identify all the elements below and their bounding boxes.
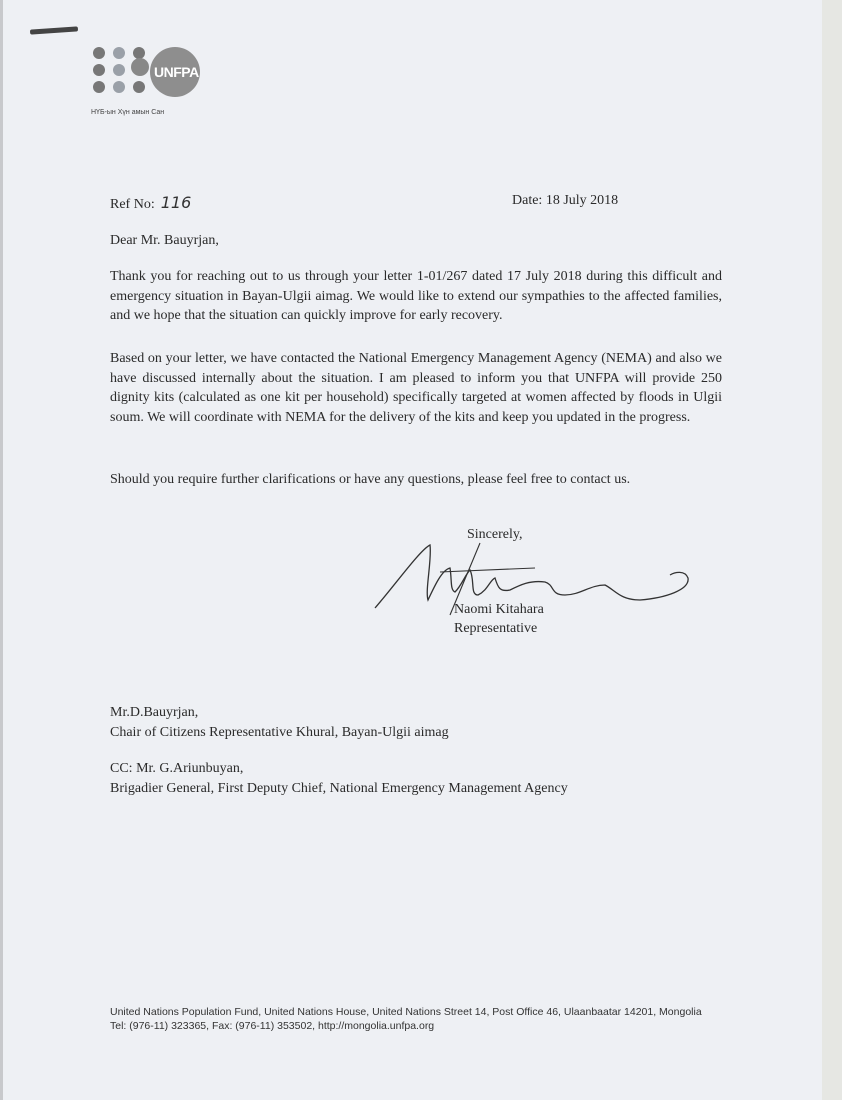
logo-caption: НҮБ-ын Хүн амын Сан [91,109,165,116]
footer-address: United Nations Population Fund, United Nations House, United Nations Street 14, Post Office 46, Ulaanbaatar 14201, Mongolia [110,1006,702,1018]
body-paragraph: Should you require further clarifications or have any questions, please feel free to contact us. [110,472,631,487]
recipient-name: Mr.D.Bauyrjan, [110,705,199,720]
cc-title: Brigadier General, First Deputy Chief, National Emergency Management Agency [110,780,568,796]
scan-left-edge [0,0,3,1100]
salutation: Dear Mr. Bauyrjan, [110,233,219,248]
cc-block [110,759,568,798]
cc-name: CC: Mr. G.Ariunbuyan, [110,761,244,776]
body-paragraph: Based on your letter, we have contacted the National Emergency Management Agency (NEMA) and also we have discussed internally about the situation. I am pleased to inform you that UNFPA will provide 250 dignity kits (calculated as one kit per household) specifically targeted at women affected by floods in Ulgii soum. We will coordinate with NEMA for the delivery of the kits and keep you updated in the progress. [110,351,722,425]
recipient-title: Chair of Citizens Representative Khural, Bayan-Ulgii aimag [110,724,449,740]
unfpa-logo [90,44,210,124]
signer-name: Naomi Kitahara [454,602,544,617]
scan-right-edge [822,0,842,1100]
letter-date: Date: 18 July 2018 [512,193,619,208]
logo-text: UNFPA [154,64,199,80]
ref-label: Ref No: [110,197,155,212]
body-paragraph: Thank you for reaching out to us through your letter 1-01/267 dated 17 July 2018 during this difficult and emergency situation in Bayan-Ulgii aimag. We would like to extend our sympathies to the affected families, and we hope that the situation can quickly improve for early recovery. [110,269,722,323]
reference-number [110,193,191,213]
footer-contact: Tel: (976-11) 323365, Fax: (976-11) 353502, http://mongolia.unfpa.org [110,1020,435,1032]
un-emblem-icon [131,58,149,76]
letter-footer [110,1005,702,1033]
ref-number-handwritten: 116 [160,193,192,212]
scan-mark [30,26,78,34]
recipient-block [110,703,449,742]
signer-title: Representative [454,621,538,636]
closing: Sincerely, [467,527,523,542]
logo-circle [150,47,200,97]
